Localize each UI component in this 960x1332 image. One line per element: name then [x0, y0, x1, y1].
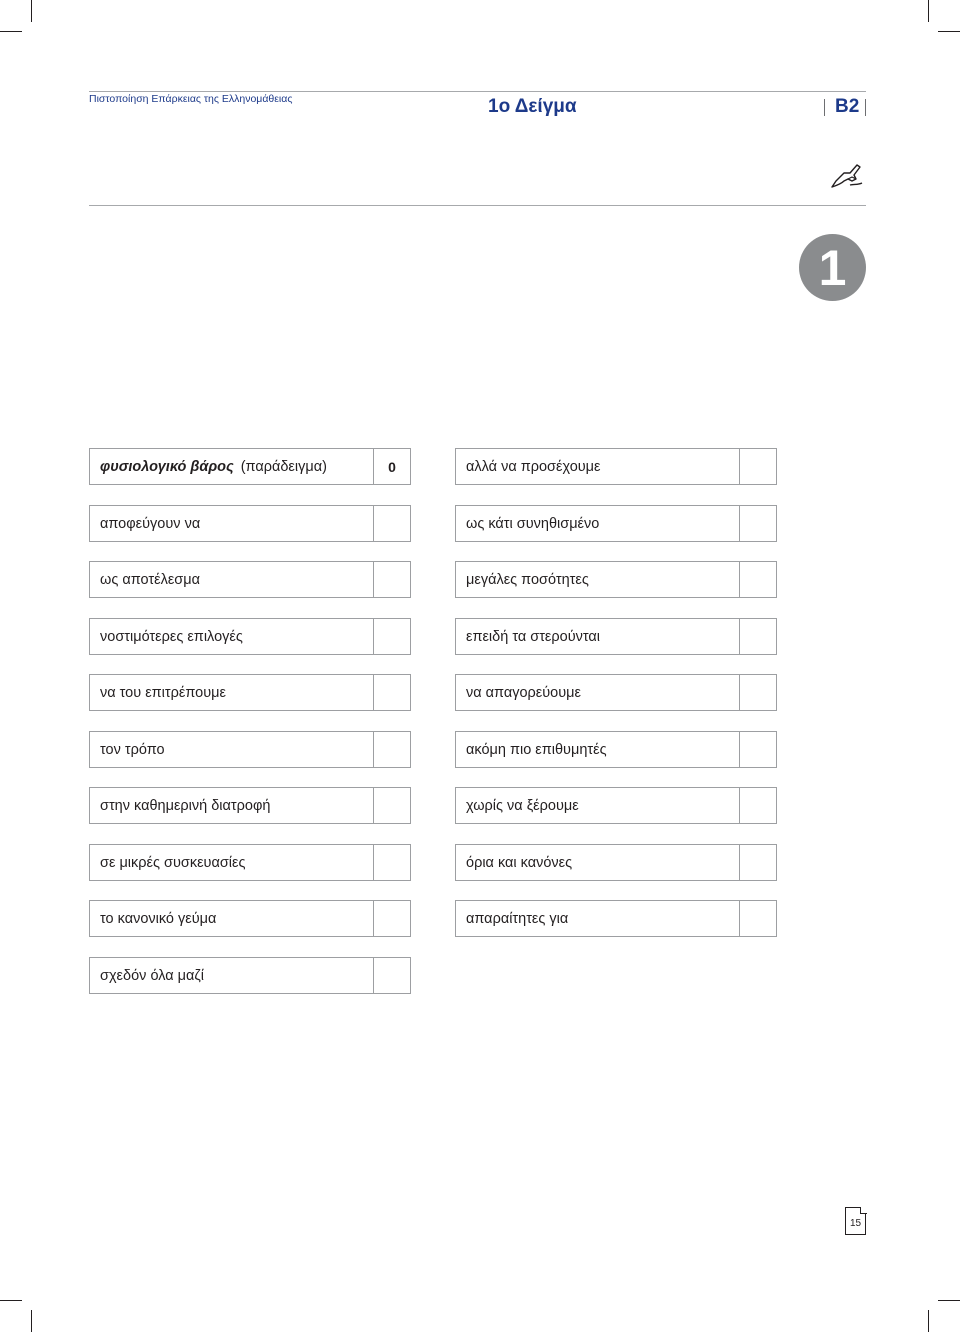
answer-box[interactable]: [739, 619, 776, 654]
phrase-text: τον τρόπο: [100, 741, 165, 758]
phrase-text: σε μικρές συσκευασίες: [100, 854, 246, 871]
phrase-text: αλλά να προσέχουμε: [466, 458, 601, 475]
answer-box[interactable]: [373, 619, 410, 654]
phrase-text: ακόμη πιο επιθυμητές: [466, 741, 607, 758]
phrase-row: [455, 844, 777, 881]
answer-box[interactable]: [373, 958, 410, 993]
answer-box[interactable]: [373, 788, 410, 823]
example-note: (παράδειγμα): [240, 458, 327, 475]
phrase-row: [455, 505, 777, 542]
phrase-text: νοστιμότερες επιλογές: [100, 628, 243, 645]
crop-mark: [0, 31, 22, 32]
phrase-text: να του επιτρέπουμε: [100, 684, 226, 701]
phrase-row: [89, 731, 411, 768]
phrase-row: [455, 731, 777, 768]
answer-box[interactable]: [739, 506, 776, 541]
crop-mark: [31, 1310, 32, 1332]
phrase-text: σχεδόν όλα μαζί: [100, 967, 205, 984]
level-label: Β2: [835, 96, 860, 117]
phrase-text: στην καθημερινή διατροφή: [100, 797, 271, 814]
level-divider: [865, 99, 866, 116]
answer-box[interactable]: [373, 506, 410, 541]
answer-box[interactable]: [739, 675, 776, 710]
phrase-text: ως κάτι συνηθισμένο: [466, 515, 600, 532]
phrase-text: [90, 449, 373, 484]
phrase-row: [455, 618, 777, 655]
crop-mark: [928, 0, 929, 22]
example-phrase: φυσιολογικό βάρος: [100, 458, 234, 475]
phrase-text: επειδή τα στερούνται: [466, 628, 601, 645]
answer-box[interactable]: [373, 845, 410, 880]
phrase-row: [89, 957, 411, 994]
phrase-row: [455, 448, 777, 485]
answer-box[interactable]: [373, 901, 410, 936]
page-fold-icon: [860, 1207, 867, 1214]
phrase-row: [89, 561, 411, 598]
phrase-text: αποφεύγουν να: [100, 515, 201, 532]
phrase-row: [455, 787, 777, 824]
crop-mark: [31, 0, 32, 22]
phrase-text: μεγάλες ποσότητες: [466, 571, 589, 588]
section-rule: [89, 205, 866, 206]
phrase-row: [455, 900, 777, 937]
answer-box[interactable]: [739, 788, 776, 823]
phrase-row: [89, 618, 411, 655]
sample-title: 1ο Δείγμα: [488, 96, 577, 117]
crop-mark: [938, 31, 960, 32]
phrase-text: το κανονικό γεύμα: [100, 910, 217, 927]
answer-box[interactable]: [739, 732, 776, 767]
answer-box[interactable]: [739, 562, 776, 597]
phrase-row: [455, 674, 777, 711]
phrase-row: [89, 674, 411, 711]
phrase-text: απαραίτητες για: [466, 910, 569, 927]
header-top-rule: [89, 91, 866, 92]
answer-box[interactable]: [739, 901, 776, 936]
page-number-label: 15: [849, 1217, 862, 1229]
phrase-row: [455, 561, 777, 598]
answer-box[interactable]: 0: [373, 449, 410, 484]
phrase-row: [89, 844, 411, 881]
level-badge: [824, 96, 866, 118]
answer-box[interactable]: [739, 449, 776, 484]
level-divider: [824, 99, 825, 116]
phrase-text: χωρίς να ξέρουμε: [466, 797, 579, 814]
answer-box[interactable]: [373, 675, 410, 710]
phrase-text: όρια και κανόνες: [466, 854, 573, 871]
crop-mark: [0, 1300, 22, 1301]
phrase-text: ως αποτέλεσμα: [100, 571, 200, 588]
phrase-row: [89, 787, 411, 824]
writing-hand-icon: [830, 163, 864, 191]
phrase-row: [89, 505, 411, 542]
answer-box[interactable]: [373, 562, 410, 597]
phrase-text: να απαγορεύουμε: [466, 684, 581, 701]
phrase-row: [89, 448, 411, 485]
task-number-badge: 1: [799, 234, 866, 301]
crop-mark: [928, 1310, 929, 1332]
answer-box[interactable]: [739, 845, 776, 880]
page-number: [845, 1207, 866, 1235]
crop-mark: [938, 1300, 960, 1301]
phrase-row: [89, 900, 411, 937]
certificate-title: Πιστοποίηση Επάρκειας της Ελληνομάθειας: [89, 93, 293, 105]
answer-box[interactable]: [373, 732, 410, 767]
